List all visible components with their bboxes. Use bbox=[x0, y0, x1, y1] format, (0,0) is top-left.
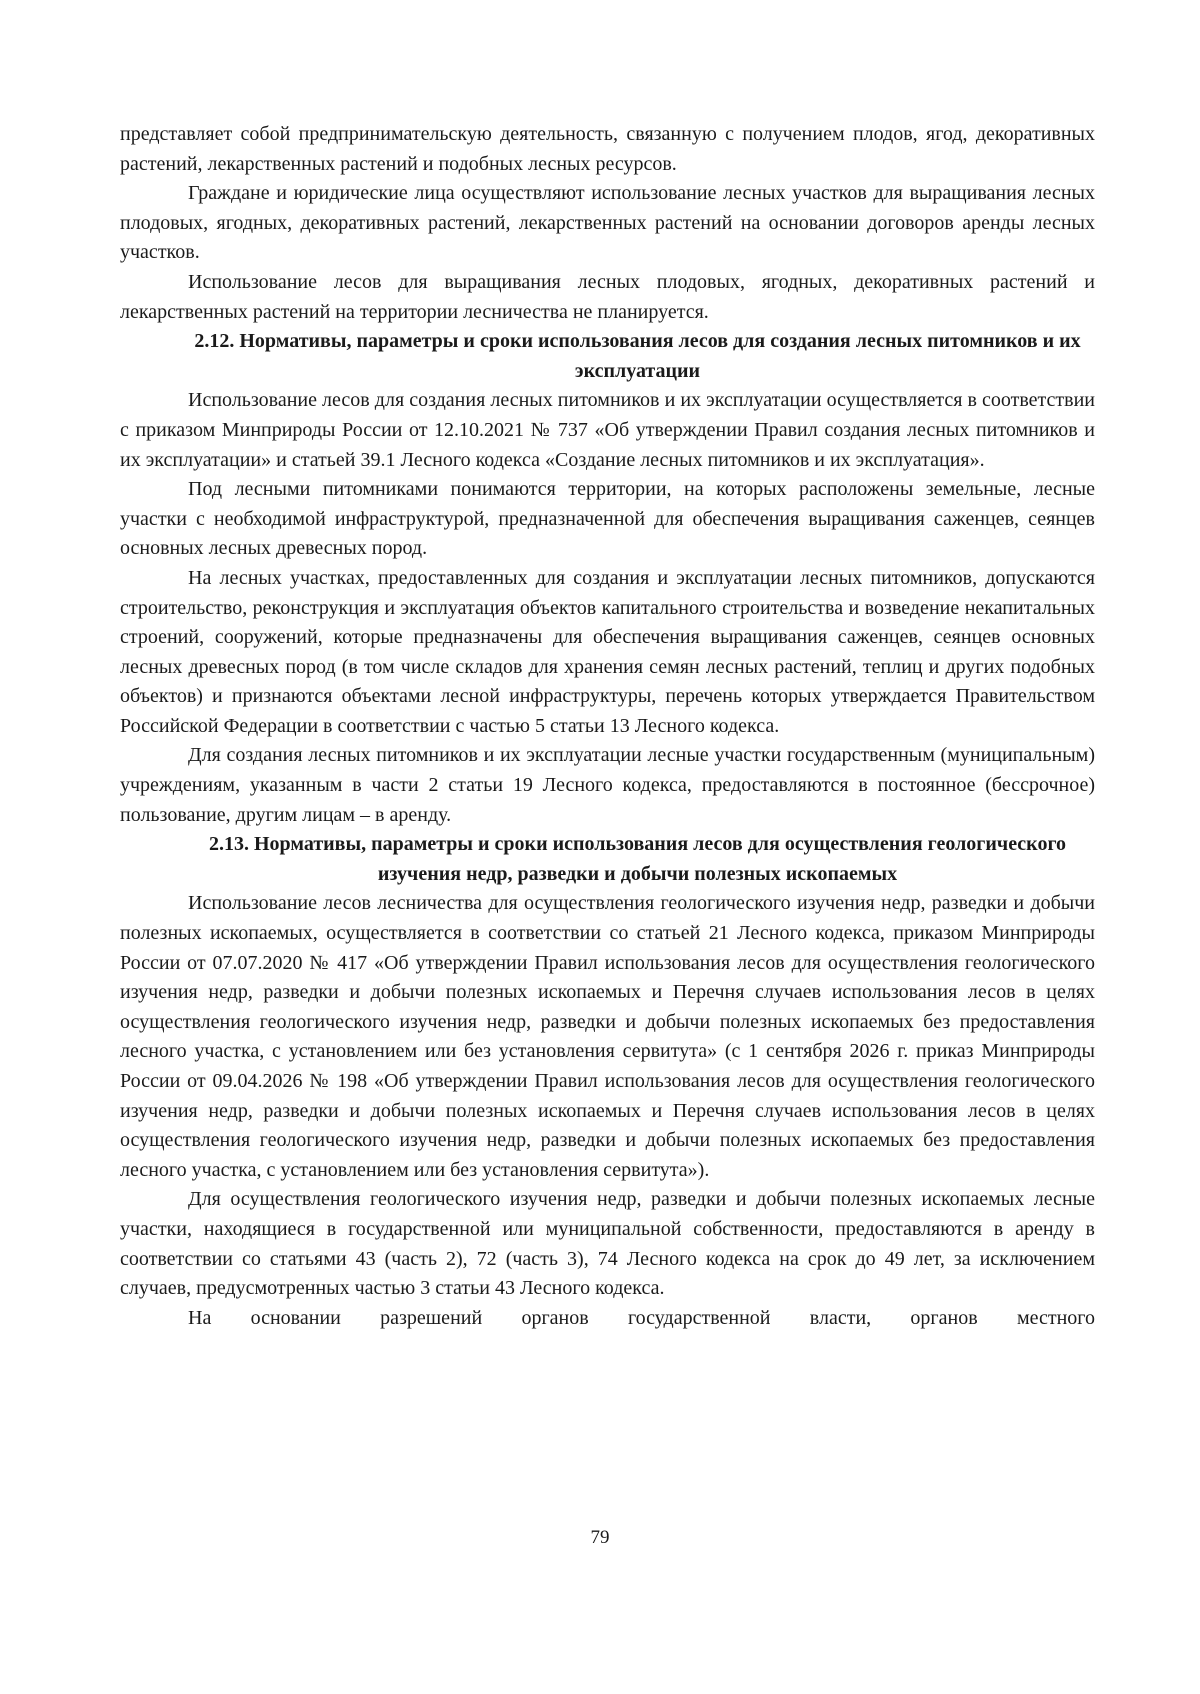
section-heading: 2.12. Нормативы, параметры и сроки использования лесов для создания лесных питомников и их эксплуатации bbox=[194, 330, 1081, 382]
section-heading: 2.13. Нормативы, параметры и сроки использования лесов для осуществления геологического изучения недр, разведки и добычи полезных ископаемых bbox=[208, 833, 1067, 885]
body-paragraph: Использование лесов для выращивания лесных плодовых, ягодных, декоративных растений и лекарственных растений на территории лесничества не планируется. bbox=[120, 270, 1095, 323]
body-paragraph: Для осуществления геологического изучения недр, разведки и добычи полезных ископаемых лесные участки, находящиеся в государственной или муниципальной собственности, предоставляются в аренду в соответствии со статьями 43 (часть 2), 72 (часть 3), 74 Лесного кодекса на срок до 49 лет, за исключением случаев, предусмотренных частью 3 статьи 43 Лесного кодекса. bbox=[120, 1188, 1095, 1300]
body-paragraph: Под лесными питомниками понимаются территории, на которых расположены земельные, лесные участки с необходимой инфраструктурой, предназначенной для обеспечения выращивания саженцев, сеянцев основных лесных древесных пород. bbox=[120, 478, 1095, 560]
body-paragraph: Для создания лесных питомников и их эксплуатации лесные участки государственным (муниципальным) учреждениям, указанным в части 2 статьи 19 Лесного кодекса, предоставляются в постоянное (бессрочное) пользование, другим лицам – в аренду. bbox=[120, 744, 1095, 826]
body-paragraph: На лесных участках, предоставленных для создания и эксплуатации лесных питомников, допускаются строительство, реконструкция и эксплуатация объектов капитального строительства и возведение некапитальных строений, сооружений, которые предназначены для обеспечения выращивания саженцев, сеянцев основных лесных древесных пород (в том числе складов для хранения семян лесных растений, теплиц и других подобных объектов) и признаются объектами лесной инфраструктуры, перечень которых утверждается Правительством Российской Федерации в соответствии с частью 5 статьи 13 Лесного кодекса. bbox=[120, 566, 1095, 737]
document-body bbox=[120, 120, 1095, 1333]
body-paragraph: Граждане и юридические лица осуществляют использование лесных участков для выращивания лесных плодовых, ягодных, декоративных растений, лекарственных растений на основании договоров аренды лесных участков. bbox=[120, 182, 1095, 264]
body-paragraph: представляет собой предпринимательскую деятельность, связанную с получением плодов, ягод, декоративных растений, лекарственных растений и подобных лесных ресурсов. bbox=[120, 123, 1095, 175]
page-number: 79 bbox=[590, 1527, 610, 1548]
body-paragraph: На основании разрешений органов государственной власти, органов местного bbox=[188, 1306, 1095, 1329]
body-paragraph: Использование лесов лесничества для осуществления геологического изучения недр, разведки и добычи полезных ископаемых, осуществляется в соответствии со статьей 21 Лесного кодекса, приказом Минприроды России от 07.07.2020 № 417 «Об утверждении Правил использования лесов для осуществления геологического изучения недр, разведки и добычи полезных ископаемых и Перечня случаев использования лесов в целях осуществления геологического изучения недр, разведки и добычи полезных ископаемых без предоставления лесного участка, с установлением или без установления сервитута» (с 1 сентября 2026 г. приказ Минприроды России от 09.04.2026 № 198 «Об утверждении Правил использования лесов для осуществления геологического изучения недр, разведки и добычи полезных ископаемых и Перечня случаев использования лесов в целях осуществления геологического изучения недр, разведки и добычи полезных ископаемых без предоставления лесного участка, с установлением или без установления сервитута»). bbox=[120, 892, 1095, 1181]
body-paragraph: Использование лесов для создания лесных питомников и их эксплуатации осуществляется в соответствии с приказом Минприроды России от 12.10.2021 № 737 «Об утверждении Правил создания лесных питомников и их эксплуатации» и статьей 39.1 Лесного кодекса «Создание лесных питомников и их эксплуатация». bbox=[120, 389, 1095, 471]
